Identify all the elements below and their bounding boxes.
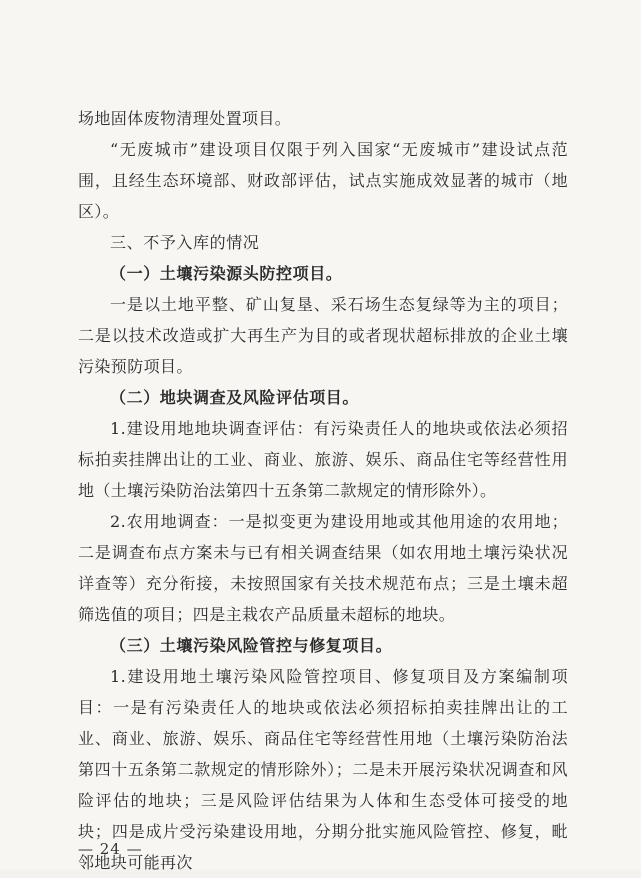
paragraph-source-control: 一是以土地平整、矿山复垦、采石场生态复绿等为主的项目；二是以技术改造或扩大再生产为目的或者现状超标排放的企业土壤污染预防项目。 — [78, 295, 568, 376]
paragraph-wufei-city: “无废城市”建设项目仅限于列入国家“无废城市”建设试点范围，且经生态环境部、财政部评估，试点实施成效显著的城市（地区）。 — [78, 140, 568, 221]
paragraph-construction-land-survey: 1.建设用地地块调查评估：有污染责任人的地块或依法必须招标拍卖挂牌出让的工业、商业、旅游、娱乐、商品住宅等经营性用地（土壤污染防治法第四十五条第二款规定的情形除外）。 — [78, 419, 568, 500]
document-body — [78, 103, 568, 878]
paragraph-agricultural-land-survey: 2.农用地调查：一是拟变更为建设用地或其他用途的农用地；二是调查布点方案未与已有相关调查结果（如农用地土壤污染状况详查等）充分衔接，未按照国家有关技术规范布点；三是土壤未超筛选值的项目；四是主栽农产品质量未超标的地块。 — [78, 512, 568, 624]
paragraph-continuation: 场地固体废物清理处置项目。 — [78, 109, 292, 128]
subheading-3: （三）土壤污染风险管控与修复项目。 — [110, 636, 393, 655]
paragraph-risk-control-remediation: 1.建设用地土壤污染风险管控项目、修复项目及方案编制项目：一是有污染责任人的地块或依法必须招标拍卖挂牌出让的工业、商业、旅游、娱乐、商品住宅等经营性用地（土壤污染防治法第四十五条第二款规定的情形除外）；二是未开展污染状况调查和风险评估的地块；三是风险评估结果为人体和生态受体可接受的地块；四是成片受污染建设用地，分期分批实施风险管控、修复，毗邻地块可能再次 — [78, 667, 568, 872]
page-number: — 24 — — [78, 840, 143, 858]
section-heading-3: 三、不予入库的情况 — [110, 233, 260, 252]
subheading-2: （二）地块调查及风险评估项目。 — [110, 388, 360, 407]
subheading-1: （一）土壤污染源头防控项目。 — [110, 264, 343, 283]
